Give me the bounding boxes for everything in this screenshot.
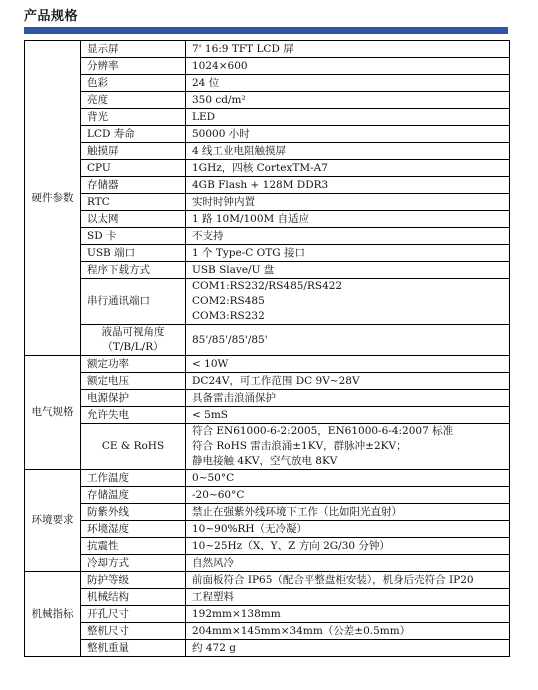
- table-row: [25, 41, 510, 58]
- table-row: [25, 640, 510, 657]
- spec-value: 具备雷击浪涌保护: [186, 390, 510, 407]
- table-row: [25, 75, 510, 92]
- spec-value: -20~60°C: [186, 487, 510, 504]
- spec-value: 1 路 10M/100M 自适应: [186, 211, 510, 228]
- table-row: [25, 109, 510, 126]
- value-line: 符合 EN61000-6-2:2005，EN61000-6-4:2007 标准: [192, 425, 454, 437]
- value-line: 静电接触 4KV，空气放电 8KV: [192, 455, 338, 467]
- spec-name: 亮度: [81, 92, 186, 109]
- value-line: COM1:RS232/RS485/RS422: [192, 280, 343, 292]
- table-row: [25, 589, 510, 606]
- page-title: 产品规格: [24, 9, 79, 24]
- spec-name: 环境湿度: [81, 521, 186, 538]
- category-environment: 环境要求: [25, 470, 81, 572]
- table-row: [25, 211, 510, 228]
- spec-value: 10~90%RH（无冷凝）: [186, 521, 510, 538]
- table-row: [25, 126, 510, 143]
- spec-name: 冷却方式: [81, 555, 186, 572]
- name-line: 液晶可视角度: [101, 326, 165, 338]
- title-rule: [24, 27, 508, 34]
- table-row: [25, 521, 510, 538]
- spec-name: 存储温度: [81, 487, 186, 504]
- spec-value-multiline: [186, 279, 510, 325]
- table-row: [25, 245, 510, 262]
- table-row: [25, 606, 510, 623]
- spec-value: 约 472 g: [186, 640, 510, 657]
- spec-name: 开孔尺寸: [81, 606, 186, 623]
- table-row: [25, 623, 510, 640]
- spec-name: 额定电压: [81, 373, 186, 390]
- table-row: [25, 407, 510, 424]
- spec-name: 抗震性: [81, 538, 186, 555]
- spec-table: [24, 40, 510, 657]
- table-row: [25, 555, 510, 572]
- table-row: [25, 390, 510, 407]
- spec-value: 7' 16:9 TFT LCD 屏: [186, 41, 510, 58]
- spec-name: 允许失电: [81, 407, 186, 424]
- spec-name: 防紫外线: [81, 504, 186, 521]
- spec-name: 以太网: [81, 211, 186, 228]
- table-row: [25, 470, 510, 487]
- spec-name: USB 端口: [81, 245, 186, 262]
- spec-value: 50000 小时: [186, 126, 510, 143]
- spec-name: SD 卡: [81, 228, 186, 245]
- spec-value: 24 位: [186, 75, 510, 92]
- table-row: [25, 177, 510, 194]
- spec-name: 电源保护: [81, 390, 186, 407]
- spec-value: 1GHz，四核 CortexTM-A7: [186, 160, 510, 177]
- spec-value-multiline: [186, 424, 510, 470]
- spec-value: 自然风冷: [186, 555, 510, 572]
- spec-name: 触摸屏: [81, 143, 186, 160]
- table-row: [25, 487, 510, 504]
- spec-name: LCD 寿命: [81, 126, 186, 143]
- spec-name: 串行通讯端口: [81, 279, 186, 325]
- table-row: [25, 58, 510, 75]
- spec-value: 禁止在强紫外线环境下工作（比如阳光直射）: [186, 504, 510, 521]
- table-row: [25, 424, 510, 470]
- spec-value: < 5mS: [186, 407, 510, 424]
- spec-name: RTC: [81, 194, 186, 211]
- spec-name: 整机尺寸: [81, 623, 186, 640]
- spec-value: 85'/85'/85'/85': [186, 325, 510, 356]
- spec-value: 192mm×138mm: [186, 606, 510, 623]
- spec-name: 程序下载方式: [81, 262, 186, 279]
- spec-value: 350 cd/m²: [186, 92, 510, 109]
- spec-value: 实时时钟内置: [186, 194, 510, 211]
- spec-value: 0~50°C: [186, 470, 510, 487]
- table-row: [25, 356, 510, 373]
- spec-name: 工作温度: [81, 470, 186, 487]
- spec-value: 10~25Hz（X、Y、Z 方向 2G/30 分钟）: [186, 538, 510, 555]
- spec-name: 分辨率: [81, 58, 186, 75]
- table-row: [25, 262, 510, 279]
- spec-value: 1024×600: [186, 58, 510, 75]
- category-electrical: 电气规格: [25, 356, 81, 470]
- table-row: [25, 373, 510, 390]
- spec-name: 整机重量: [81, 640, 186, 657]
- table-row: [25, 194, 510, 211]
- spec-value: LED: [186, 109, 510, 126]
- table-row: [25, 572, 510, 589]
- spec-value: 1 个 Type-C OTG 接口: [186, 245, 510, 262]
- category-hardware: 硬件参数: [25, 41, 81, 356]
- spec-name: [81, 325, 186, 356]
- value-line: COM3:RS232: [192, 310, 265, 322]
- spec-name: 存储器: [81, 177, 186, 194]
- spec-name: CE & RoHS: [81, 424, 186, 470]
- table-row: [25, 160, 510, 177]
- table-row: [25, 504, 510, 521]
- spec-name: 额定功率: [81, 356, 186, 373]
- spec-value: USB Slave/U 盘: [186, 262, 510, 279]
- value-line: 符合 RoHS 雷击浪涌±1KV，群脉冲±2KV；: [192, 440, 407, 452]
- name-line: （T/B/L/R）: [102, 341, 164, 353]
- value-line: COM2:RS485: [192, 295, 265, 307]
- table-row: [25, 325, 510, 356]
- table-row: [25, 538, 510, 555]
- spec-value: 4 线工业电阻触摸屏: [186, 143, 510, 160]
- spec-value: 前面板符合 IP65（配合平整盘柜安装），机身后壳符合 IP20: [186, 572, 510, 589]
- spec-name: 显示屏: [81, 41, 186, 58]
- table-row: [25, 92, 510, 109]
- spec-value: 4GB Flash + 128M DDR3: [186, 177, 510, 194]
- spec-name: 背光: [81, 109, 186, 126]
- spec-value: < 10W: [186, 356, 510, 373]
- table-row: [25, 228, 510, 245]
- spec-value: 工程塑料: [186, 589, 510, 606]
- spec-value: 204mm×145mm×34mm（公差±0.5mm）: [186, 623, 510, 640]
- spec-name: 防护等级: [81, 572, 186, 589]
- spec-value: 不支持: [186, 228, 510, 245]
- table-row: [25, 143, 510, 160]
- spec-name: 机械结构: [81, 589, 186, 606]
- spec-value: DC24V，可工作范围 DC 9V~28V: [186, 373, 510, 390]
- spec-name: 色彩: [81, 75, 186, 92]
- category-mechanical: 机械指标: [25, 572, 81, 657]
- table-row: [25, 279, 510, 325]
- spec-name: CPU: [81, 160, 186, 177]
